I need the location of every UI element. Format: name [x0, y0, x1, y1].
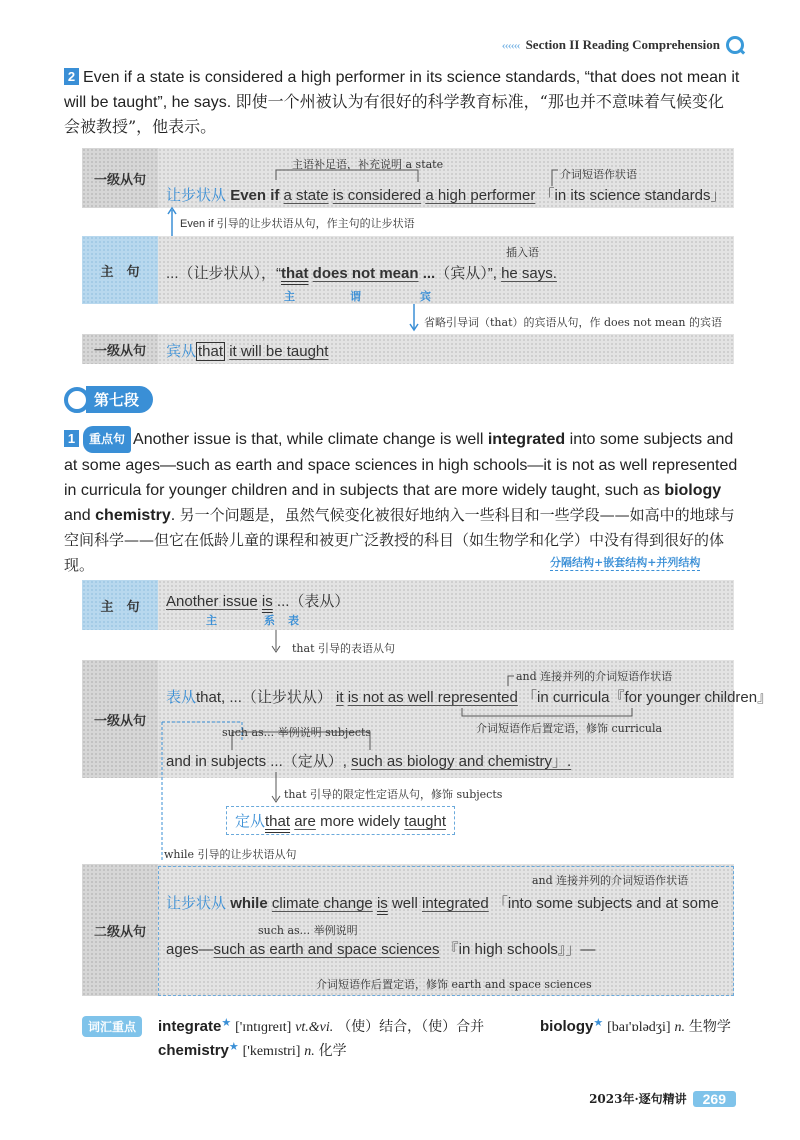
d1-note-complement: 主语补足语，补充说明 a state [292, 158, 444, 171]
d1-row1-tag: 让步状从 [166, 186, 227, 204]
vocab-w1-pos: vt.&vi. [295, 1020, 334, 1035]
vocab-w1-cn: （使）结合，（使）合并 [337, 1019, 485, 1035]
d1-label-1: 一级从句 [82, 148, 158, 208]
d2-note-post2: 介词短语作后置定语，修饰 earth and space sciences [316, 978, 592, 991]
structure-note: 分隔结构+嵌套结构+并列结构 [550, 556, 701, 569]
sentence-7-number: 1 [64, 430, 79, 447]
d2-climate: climate change [271, 895, 373, 912]
s7-en-chemistry: chemistry [95, 507, 171, 524]
d2-g-link: 系 [264, 615, 275, 627]
d1-g-subj: 主 [284, 291, 295, 303]
d2-l1-tag: 表从 [166, 688, 197, 706]
d2-rel-that: that [265, 813, 291, 830]
vocab-w3-cn: 化学 [318, 1043, 347, 1059]
vocab-badge: 词汇重点 [82, 1016, 142, 1037]
d2-l2-row2 [166, 938, 595, 959]
page-number: 269 [693, 1091, 736, 1107]
sentence-number: 2 [64, 68, 79, 85]
d2-label-main: 主 句 [82, 580, 158, 630]
d2-rel-are: are [294, 813, 316, 830]
sentence-cn-2: 会被教授”，他表示。 [64, 117, 217, 136]
book-title: 2023年·逐句精讲 [589, 1092, 687, 1106]
s7-en-c: into some subjects and at some ages—such as earth and space sciences in high schools—it is not as well represented in curricula for younger children and in subjects that are more widely taught, such as [64, 431, 738, 499]
vocab-w3: chemistry [158, 1042, 229, 1059]
d1-note-adverbial: 介词短语作状语 [560, 168, 637, 181]
d2-g-pred: 表 [288, 615, 299, 627]
d2-rel-box [226, 806, 455, 835]
d1-r3-tag: 宾从 [166, 342, 197, 360]
d2-l2-i: 『in high schools』」— [443, 941, 596, 958]
d1-label-3: 一级从句 [82, 334, 158, 364]
d2-rel-mid: more widely [320, 813, 401, 830]
d2-rel-tag: 定从 [235, 812, 266, 830]
d1-even-if: Even if [230, 187, 280, 204]
d1-note-evenif: Even if 引导的让步状语从句，作主句的让步状语 [180, 218, 415, 230]
d2-note-that: that 引导的表语从句 [292, 642, 395, 655]
d2-it: it [336, 689, 344, 706]
sentence-en: Even if a state is considered a high performer in its science standards, “that does not mean it will be taught”, he says. [64, 69, 740, 111]
vocab-integrate [158, 1016, 484, 1036]
s7-en-e: and [64, 507, 96, 524]
d2-note-while: while 引导的让步状语从句 [164, 848, 297, 861]
d2-l2-tag: 让步状从 [166, 894, 227, 912]
d2-note-and: and 连接并列的介词短语作状语 [516, 670, 673, 683]
d2-l1-f: such as biology and chemistry」. [351, 753, 572, 770]
d1-note-omit: 省略引导词（that）的宾语从句，作 does not mean 的宾语 [424, 316, 722, 329]
d2-rel-taught: taught [404, 813, 446, 830]
d2-note-such: such as... 举例说明 subjects [222, 726, 372, 739]
d2-l1-d: 「in curricula『for younger children』 [521, 689, 773, 706]
vocab-w2-pos: n. [674, 1020, 685, 1035]
d2-l2-is: is [376, 895, 388, 912]
d2-such-earth: such as earth and space sciences [213, 941, 440, 958]
magnifier-icon [64, 387, 90, 413]
d1-r3-rest: it will be taught [229, 343, 329, 360]
vocab-w3-pos: n. [304, 1044, 315, 1059]
d1-g-pred: 谓 [350, 291, 361, 303]
vocab-w2-cn: 生物学 [688, 1019, 731, 1035]
d2-l2-row1 [166, 892, 719, 913]
d2-l1-e: and in subjects ...（定从）, [166, 753, 347, 770]
d2-g-subj: 主 [206, 615, 217, 627]
arrows-decoration: ‹‹‹‹‹‹ [501, 37, 520, 52]
d1-r3-that: that [198, 343, 224, 360]
d2-represented: is not as well represented [347, 689, 518, 706]
d1-in-its-science: 「in its science standards」 [539, 187, 726, 204]
d2-label-l2: 二级从句 [82, 864, 158, 996]
d2-while: while [230, 895, 268, 912]
star-icon: ★ [228, 1041, 239, 1053]
d1-dots: ... [422, 265, 436, 282]
d1-is-considered: is considered [332, 187, 422, 204]
s7-en-a: Another issue is that, while climate change is well [133, 431, 488, 448]
star-icon: ★ [221, 1017, 232, 1029]
d1-high-performer: a high performer [425, 187, 536, 204]
page-footer [589, 1090, 736, 1107]
d1-a-state: a state [283, 187, 329, 204]
d2-l2-f: 「into some subjects and at some [492, 895, 719, 912]
s7-cn: 另一个问题是，虽然气候变化被很好地纳入一些科目和一些学段——如高中的地球与空间科学——但它在低龄儿童的课程和被更广泛教授的科目（如生物学和化学）中没有得到很好的体现。 [64, 506, 735, 574]
vocab-w3-ipa: ['kemɪstri] [242, 1044, 301, 1059]
d1-g-obj: 宾 [420, 291, 431, 303]
d2-note-post: 介词短语作后置定语，修饰 curricula [476, 722, 663, 735]
d2-note-such2: such as... 举例说明 [258, 924, 358, 937]
s7-en-biology: biology [664, 482, 722, 499]
s7-en-integrated: integrated [487, 431, 566, 448]
star-icon: ★ [593, 1017, 604, 1029]
d2-l1-a: that, ...（让步状从） [196, 689, 332, 706]
vocab-chemistry [158, 1040, 347, 1060]
d2-note-rel: that 引导的限定性定语从句，修饰 subjects [284, 788, 503, 801]
d2-biaocong: ...（表从） [276, 593, 350, 610]
d2-label-l1: 一级从句 [82, 660, 158, 778]
d2-well: well [391, 895, 418, 912]
vocab-w2-ipa: [baɪ'ɒlədʒi] [607, 1020, 671, 1035]
d2-ages: ages— [166, 941, 214, 958]
d1-does-not-mean: does not mean [312, 265, 419, 282]
d2-another-issue: Another issue [166, 593, 258, 610]
vocab-w1: integrate [158, 1018, 222, 1035]
vocab-biology [540, 1016, 731, 1036]
vocab-w1-ipa: ['ɪntɪɡreɪt] [235, 1020, 292, 1035]
d1-r2-a: ...（让步状从），“ [166, 265, 281, 282]
d2-note-and2: and 连接并列的介词短语作状语 [532, 874, 689, 887]
vocab-w2: biology [540, 1018, 594, 1035]
sentence-cn-1: 即使一个州被认为有很好的科学教育标准，“那也并不意味着气候变化 [235, 92, 724, 111]
key-sentence-tag: 重点句 [83, 426, 131, 453]
section-title-7: 第七段 [86, 386, 153, 413]
d1-label-2: 主 句 [82, 236, 158, 304]
d2-integrated: integrated [421, 895, 489, 912]
d1-r2-e: （宾从）”, [435, 265, 497, 282]
d1-that: that [281, 265, 309, 282]
d2-is: is [261, 593, 273, 610]
section-title: Section II Reading Comprehension [525, 37, 720, 52]
d1-he-says: he says. [501, 265, 557, 282]
d1-note-insert: 插入语 [506, 246, 539, 259]
s7-en-g: . [170, 507, 176, 524]
